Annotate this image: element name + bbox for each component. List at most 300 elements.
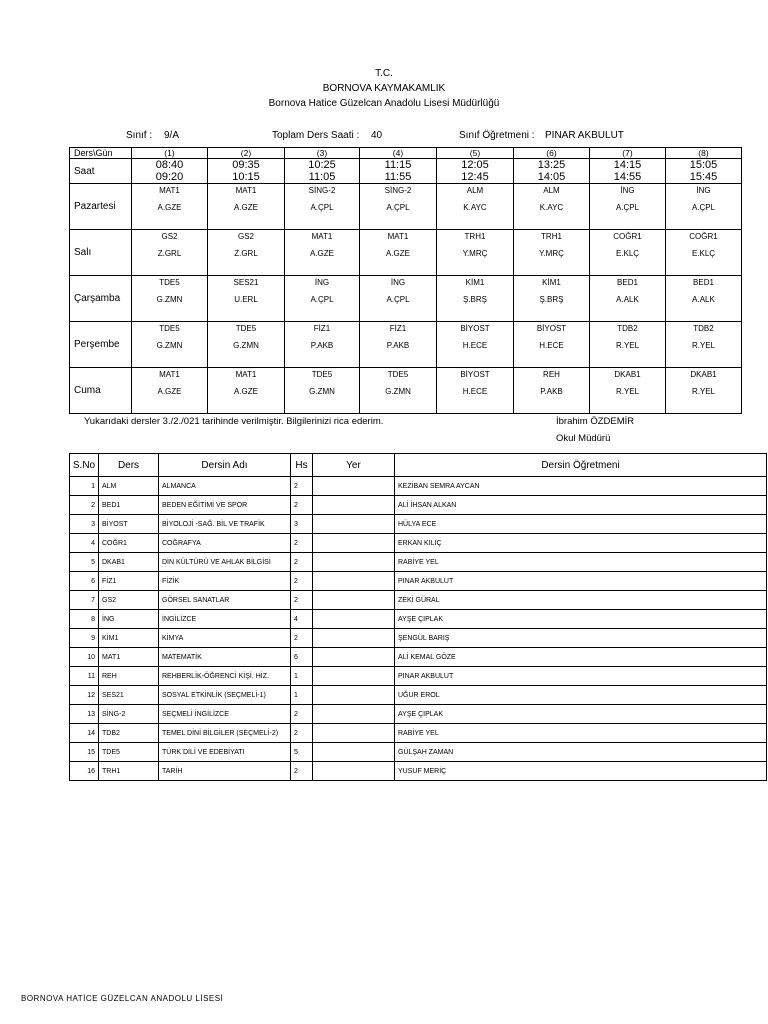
lesson-teacher: A.ÇPL bbox=[615, 203, 640, 212]
course-name: TARİH bbox=[159, 762, 291, 781]
course-hours: 1 bbox=[291, 667, 313, 686]
lesson-teacher: A.ALK bbox=[692, 295, 715, 304]
course-code: İNG bbox=[99, 610, 159, 629]
course-place bbox=[313, 591, 395, 610]
lesson-teacher: A.ÇPL bbox=[386, 295, 410, 304]
lesson-teacher: A.GZE bbox=[233, 387, 258, 396]
lesson-cell bbox=[285, 368, 360, 414]
course-no: 14 bbox=[70, 724, 99, 743]
course-place bbox=[313, 667, 395, 686]
period-start-time: 09:35 bbox=[232, 159, 260, 171]
course-hours: 2 bbox=[291, 762, 313, 781]
course-code: BED1 bbox=[99, 496, 159, 515]
course-place bbox=[313, 705, 395, 724]
course-place bbox=[313, 534, 395, 553]
period-end-time: 14:55 bbox=[613, 171, 642, 183]
course-teacher: YUSUF MERİÇ bbox=[395, 762, 767, 781]
course-place bbox=[313, 496, 395, 515]
period-time-cell bbox=[208, 159, 285, 184]
lesson-cell bbox=[208, 368, 285, 414]
lesson-teacher: E.KLÇ bbox=[615, 249, 640, 258]
day-name: Perşembe bbox=[70, 322, 132, 368]
course-hours: 1 bbox=[291, 686, 313, 705]
course-place bbox=[313, 686, 395, 705]
course-code: SİNG-2 bbox=[99, 705, 159, 724]
period-end-time: 11:55 bbox=[384, 171, 412, 183]
lesson-teacher: G.ZMN bbox=[309, 387, 335, 396]
period-time-cell bbox=[360, 159, 437, 184]
course-row bbox=[70, 648, 767, 667]
course-code: TRH1 bbox=[99, 762, 159, 781]
lesson-teacher: Y.MRÇ bbox=[462, 249, 488, 258]
lesson-cell bbox=[208, 322, 285, 368]
lesson-subject: İNG bbox=[620, 186, 635, 195]
lesson-subject: KİM1 bbox=[465, 278, 485, 287]
period-time-cell bbox=[285, 159, 360, 184]
lesson-cell bbox=[360, 276, 437, 322]
course-name: ALMANCA bbox=[159, 477, 291, 496]
lesson-subject: DKAB1 bbox=[690, 370, 717, 379]
period-number: (6) bbox=[514, 148, 590, 159]
time-row bbox=[70, 159, 742, 184]
total-hours-label: Toplam Ders Saati : bbox=[272, 130, 360, 141]
lesson-cell bbox=[208, 230, 285, 276]
course-code: SES21 bbox=[99, 686, 159, 705]
lesson-cell bbox=[360, 368, 437, 414]
day-name: Salı bbox=[70, 230, 132, 276]
course-name: TEMEL DİNİ BİLGİLER (SEÇMELİ-2) bbox=[159, 724, 291, 743]
lesson-subject: MAT1 bbox=[235, 186, 257, 195]
course-hours: 2 bbox=[291, 477, 313, 496]
lesson-teacher: G.ZMN bbox=[385, 387, 411, 396]
lesson-subject: MAT1 bbox=[235, 370, 257, 379]
course-row bbox=[70, 572, 767, 591]
lesson-subject: DKAB1 bbox=[614, 370, 641, 379]
course-name: İNGİLİZCE bbox=[159, 610, 291, 629]
lesson-teacher: H.ECE bbox=[462, 387, 488, 396]
course-hours: 6 bbox=[291, 648, 313, 667]
lesson-teacher: A.GZE bbox=[385, 249, 410, 258]
lesson-subject: MAT1 bbox=[311, 232, 333, 241]
period-end-time: 10:15 bbox=[232, 171, 260, 183]
course-name: COĞRAFYA bbox=[159, 534, 291, 553]
lesson-cell bbox=[132, 184, 208, 230]
col-header-hours: Hs bbox=[291, 454, 313, 477]
course-hours: 5 bbox=[291, 743, 313, 762]
period-time-cell bbox=[514, 159, 590, 184]
course-code: COĞR1 bbox=[99, 534, 159, 553]
lesson-cell bbox=[437, 276, 514, 322]
lesson-cell bbox=[437, 184, 514, 230]
lesson-cell bbox=[666, 184, 742, 230]
course-row bbox=[70, 591, 767, 610]
lesson-cell bbox=[437, 322, 514, 368]
lesson-cell bbox=[666, 322, 742, 368]
course-place bbox=[313, 515, 395, 534]
course-no: 8 bbox=[70, 610, 99, 629]
class-teacher-label: Sınıf Öğretmeni : bbox=[459, 130, 535, 141]
course-place bbox=[313, 724, 395, 743]
course-no: 1 bbox=[70, 477, 99, 496]
lesson-teacher: G.ZMN bbox=[233, 341, 259, 350]
footer-school-name: BORNOVA HATİCE GÜZELCAN ANADOLU LİSESİ bbox=[21, 994, 224, 1003]
lesson-cell bbox=[514, 230, 590, 276]
day-row bbox=[70, 184, 742, 230]
period-start-time: 12:05 bbox=[461, 159, 489, 171]
course-hours: 2 bbox=[291, 629, 313, 648]
day-row bbox=[70, 230, 742, 276]
course-no: 10 bbox=[70, 648, 99, 667]
course-code: GS2 bbox=[99, 591, 159, 610]
lesson-teacher: E.KLÇ bbox=[691, 249, 716, 258]
course-row bbox=[70, 705, 767, 724]
course-row bbox=[70, 477, 767, 496]
course-row bbox=[70, 667, 767, 686]
lesson-subject: FİZ1 bbox=[313, 324, 331, 333]
lesson-teacher: A.GZE bbox=[233, 203, 258, 212]
lesson-cell bbox=[360, 184, 437, 230]
lesson-teacher: A.ÇPL bbox=[386, 203, 410, 212]
course-name: GÖRSEL SANATLAR bbox=[159, 591, 291, 610]
lesson-cell bbox=[590, 322, 666, 368]
lesson-subject: TDE5 bbox=[159, 324, 180, 333]
day-row bbox=[70, 368, 742, 414]
period-number: (4) bbox=[360, 148, 437, 159]
period-end-time: 14:05 bbox=[537, 171, 566, 183]
course-no: 12 bbox=[70, 686, 99, 705]
period-start-time: 08:40 bbox=[155, 159, 184, 171]
period-start-time: 14:15 bbox=[613, 159, 642, 171]
course-row bbox=[70, 553, 767, 572]
col-header-code: Ders bbox=[99, 454, 159, 477]
period-number: (3) bbox=[285, 148, 360, 159]
lesson-teacher: U.ERL bbox=[234, 295, 258, 304]
lesson-subject: TDE5 bbox=[311, 370, 333, 379]
course-hours: 3 bbox=[291, 515, 313, 534]
corner-label: Ders\Gün bbox=[70, 148, 132, 159]
lesson-subject: SİNG-2 bbox=[384, 186, 412, 195]
course-name: SEÇMELİ İNGİLİZCE bbox=[159, 705, 291, 724]
lesson-cell bbox=[666, 276, 742, 322]
course-row bbox=[70, 534, 767, 553]
lesson-teacher: A.ALK bbox=[616, 295, 639, 304]
course-code: DKAB1 bbox=[99, 553, 159, 572]
lesson-subject: BİYOST bbox=[536, 324, 567, 333]
course-place bbox=[313, 572, 395, 591]
lesson-cell bbox=[666, 368, 742, 414]
lesson-cell bbox=[132, 230, 208, 276]
course-no: 4 bbox=[70, 534, 99, 553]
period-time-cell bbox=[590, 159, 666, 184]
lesson-subject: TDE5 bbox=[235, 324, 257, 333]
course-name: BİYOLOJİ -SAĞ. BİL VE TRAFİK bbox=[159, 515, 291, 534]
lesson-teacher: Ş.BRŞ bbox=[462, 295, 487, 304]
lesson-cell bbox=[514, 322, 590, 368]
lesson-subject: SES21 bbox=[233, 278, 259, 287]
lesson-subject: BED1 bbox=[693, 278, 714, 287]
course-place bbox=[313, 610, 395, 629]
course-code: KİM1 bbox=[99, 629, 159, 648]
lesson-teacher: A.GZE bbox=[309, 249, 334, 258]
col-header-place: Yer bbox=[313, 454, 395, 477]
lesson-teacher: P.AKB bbox=[386, 341, 410, 350]
period-end-time: 12:45 bbox=[461, 171, 489, 183]
period-number: (1) bbox=[132, 148, 208, 159]
lesson-subject: ALM bbox=[466, 186, 484, 195]
lesson-teacher: H.ECE bbox=[462, 341, 488, 350]
lesson-teacher: R.YEL bbox=[691, 341, 716, 350]
lesson-subject: MAT1 bbox=[159, 370, 180, 379]
period-number: (7) bbox=[590, 148, 666, 159]
course-teacher: HÜLYA ECE bbox=[395, 515, 767, 534]
lesson-subject: ALM bbox=[543, 186, 560, 195]
lesson-cell bbox=[437, 230, 514, 276]
lesson-subject: TDE5 bbox=[159, 278, 180, 287]
saat-label: Saat bbox=[70, 159, 132, 184]
lesson-teacher: Ş.BRŞ bbox=[539, 295, 564, 304]
lesson-cell bbox=[285, 276, 360, 322]
lesson-teacher: K.AYC bbox=[539, 203, 564, 212]
lesson-cell bbox=[132, 322, 208, 368]
course-row bbox=[70, 724, 767, 743]
signer-name: İbrahim ÖZDEMİR bbox=[556, 416, 635, 427]
course-hours: 2 bbox=[291, 534, 313, 553]
period-number: (8) bbox=[666, 148, 742, 159]
lesson-subject: TDB2 bbox=[693, 324, 714, 333]
total-hours-value: 40 bbox=[371, 130, 383, 141]
period-time-cell bbox=[132, 159, 208, 184]
lesson-teacher: P.AKB bbox=[540, 387, 563, 396]
period-start-time: 13:25 bbox=[537, 159, 566, 171]
course-name: REHBERLİK-ÖĞRENCİ KİŞİ. HİZ. bbox=[159, 667, 291, 686]
lesson-cell bbox=[208, 184, 285, 230]
lesson-subject: COĞR1 bbox=[613, 232, 642, 241]
course-place bbox=[313, 743, 395, 762]
lesson-cell bbox=[590, 368, 666, 414]
lesson-subject: İNG bbox=[314, 278, 330, 287]
course-table-header bbox=[70, 454, 767, 477]
lesson-cell bbox=[285, 230, 360, 276]
period-time-cell bbox=[666, 159, 742, 184]
course-teacher: KEZİBAN SEMRA AYCAN bbox=[395, 477, 767, 496]
course-teacher: PINAR AKBULUT bbox=[395, 667, 767, 686]
lesson-teacher: A.ÇPL bbox=[310, 295, 334, 304]
period-start-time: 10:25 bbox=[308, 159, 336, 171]
class-teacher-value: PINAR AKBULUT bbox=[545, 130, 624, 141]
lesson-teacher: Z.GRL bbox=[157, 249, 182, 258]
lesson-cell bbox=[590, 230, 666, 276]
header-tc: T.C. bbox=[375, 68, 393, 79]
course-no: 5 bbox=[70, 553, 99, 572]
course-code: MAT1 bbox=[99, 648, 159, 667]
lesson-subject: TRH1 bbox=[464, 232, 486, 241]
lesson-teacher: Y.MRÇ bbox=[539, 249, 564, 258]
period-number-row bbox=[70, 148, 742, 159]
course-row bbox=[70, 610, 767, 629]
lesson-teacher: A.ÇPL bbox=[691, 203, 716, 212]
period-number: (5) bbox=[437, 148, 514, 159]
lesson-subject: İNG bbox=[696, 186, 711, 195]
lesson-subject: BED1 bbox=[617, 278, 638, 287]
day-row bbox=[70, 322, 742, 368]
course-teacher: RABİYE YEL bbox=[395, 724, 767, 743]
course-teacher: AYŞE ÇIPLAK bbox=[395, 705, 767, 724]
course-hours: 2 bbox=[291, 591, 313, 610]
period-end-time: 09:20 bbox=[155, 171, 184, 183]
notice-text: Yukarıdaki dersler 3./2./021 tarihinde verilmiştir. Bilgilerinizi rica ederim. bbox=[84, 416, 384, 427]
course-name: KİMYA bbox=[159, 629, 291, 648]
lesson-teacher: G.ZMN bbox=[156, 341, 183, 350]
course-place bbox=[313, 762, 395, 781]
course-no: 6 bbox=[70, 572, 99, 591]
lesson-subject: TDB2 bbox=[617, 324, 638, 333]
course-no: 16 bbox=[70, 762, 99, 781]
lesson-cell bbox=[590, 184, 666, 230]
lesson-subject: BİYOST bbox=[460, 324, 490, 333]
course-hours: 2 bbox=[291, 724, 313, 743]
lesson-teacher: A.GZE bbox=[157, 203, 182, 212]
col-header-name: Dersin Adı bbox=[159, 454, 291, 477]
course-place bbox=[313, 648, 395, 667]
lesson-teacher: R.YEL bbox=[691, 387, 716, 396]
signer-title: Okul Müdürü bbox=[556, 433, 611, 444]
period-end-time: 11:05 bbox=[308, 171, 336, 183]
course-name: TÜRK DİLİ VE EDEBİYATI bbox=[159, 743, 291, 762]
class-value: 9/A bbox=[164, 130, 180, 141]
period-number: (2) bbox=[208, 148, 285, 159]
lesson-teacher: G.ZMN bbox=[156, 295, 183, 304]
course-no: 2 bbox=[70, 496, 99, 515]
lesson-cell bbox=[285, 322, 360, 368]
course-code: TDE5 bbox=[99, 743, 159, 762]
header-kaymakamlik: BORNOVA KAYMAKAMLIK bbox=[322, 83, 446, 94]
course-row bbox=[70, 629, 767, 648]
lesson-cell bbox=[360, 230, 437, 276]
course-hours: 2 bbox=[291, 572, 313, 591]
course-row bbox=[70, 762, 767, 781]
course-teacher: ALİ İHSAN ALKAN bbox=[395, 496, 767, 515]
lesson-subject: REH bbox=[543, 370, 560, 379]
course-code: BİYOST bbox=[99, 515, 159, 534]
course-teacher: UĞUR EROL bbox=[395, 686, 767, 705]
lesson-subject: COĞR1 bbox=[689, 232, 718, 241]
course-code: ALM bbox=[99, 477, 159, 496]
lesson-subject: GS2 bbox=[161, 232, 178, 241]
course-place bbox=[313, 477, 395, 496]
lesson-teacher: R.YEL bbox=[615, 341, 640, 350]
lesson-subject: İNG bbox=[390, 278, 406, 287]
course-no: 11 bbox=[70, 667, 99, 686]
course-no: 3 bbox=[70, 515, 99, 534]
period-end-time: 15:45 bbox=[689, 171, 718, 183]
course-teacher: ŞENGÜL BARIŞ bbox=[395, 629, 767, 648]
day-row bbox=[70, 276, 742, 322]
course-place bbox=[313, 553, 395, 572]
weekly-timetable bbox=[69, 147, 742, 414]
lesson-subject: GS2 bbox=[237, 232, 254, 241]
lesson-cell bbox=[514, 368, 590, 414]
lesson-cell bbox=[132, 368, 208, 414]
day-name: Pazartesi bbox=[70, 184, 132, 230]
lesson-subject: MAT1 bbox=[159, 186, 180, 195]
lesson-subject: TRH1 bbox=[541, 232, 562, 241]
lesson-cell bbox=[360, 322, 437, 368]
course-place bbox=[313, 629, 395, 648]
course-row bbox=[70, 515, 767, 534]
course-teacher: ZEKİ GÜRAL bbox=[395, 591, 767, 610]
lesson-teacher: Z.GRL bbox=[234, 249, 258, 258]
period-start-time: 11:15 bbox=[384, 159, 412, 171]
course-code: FİZ1 bbox=[99, 572, 159, 591]
day-name: Çarşamba bbox=[70, 276, 132, 322]
course-code: TDB2 bbox=[99, 724, 159, 743]
lesson-teacher: H.ECE bbox=[539, 341, 564, 350]
day-name: Cuma bbox=[70, 368, 132, 414]
course-hours: 4 bbox=[291, 610, 313, 629]
header-school: Bornova Hatice Güzelcan Anadolu Lisesi Müdürlüğü bbox=[268, 98, 500, 109]
course-no: 9 bbox=[70, 629, 99, 648]
lesson-teacher: P.AKB bbox=[310, 341, 334, 350]
lesson-teacher: R.YEL bbox=[615, 387, 640, 396]
course-name: SOSYAL ETKİNLİK (SEÇMELİ-1) bbox=[159, 686, 291, 705]
course-list-table bbox=[69, 453, 767, 781]
course-teacher: PINAR AKBULUT bbox=[395, 572, 767, 591]
col-header-teacher: Dersin Öğretmeni bbox=[395, 454, 767, 477]
course-hours: 2 bbox=[291, 553, 313, 572]
lesson-cell bbox=[666, 230, 742, 276]
lesson-subject: BİYOST bbox=[460, 370, 490, 379]
course-name: DİN KÜLTÜRÜ VE AHLAK BİLGİSİ bbox=[159, 553, 291, 572]
lesson-cell bbox=[208, 276, 285, 322]
course-name: BEDEN EĞİTİMİ VE SPOR bbox=[159, 496, 291, 515]
course-hours: 2 bbox=[291, 705, 313, 724]
course-no: 15 bbox=[70, 743, 99, 762]
course-row bbox=[70, 686, 767, 705]
course-no: 7 bbox=[70, 591, 99, 610]
period-start-time: 15:05 bbox=[689, 159, 718, 171]
lesson-teacher: A.GZE bbox=[157, 387, 182, 396]
period-time-cell bbox=[437, 159, 514, 184]
lesson-teacher: A.ÇPL bbox=[310, 203, 334, 212]
lesson-cell bbox=[590, 276, 666, 322]
lesson-subject: TDE5 bbox=[387, 370, 409, 379]
lesson-cell bbox=[437, 368, 514, 414]
course-teacher: RABİYE YEL bbox=[395, 553, 767, 572]
course-no: 13 bbox=[70, 705, 99, 724]
lesson-cell bbox=[514, 276, 590, 322]
course-row bbox=[70, 743, 767, 762]
class-label: Sınıf : bbox=[126, 130, 153, 141]
lesson-subject: KİM1 bbox=[542, 278, 561, 287]
course-name: FİZİK bbox=[159, 572, 291, 591]
lesson-subject: SİNG-2 bbox=[308, 186, 336, 195]
course-name: MATEMATİK bbox=[159, 648, 291, 667]
lesson-cell bbox=[285, 184, 360, 230]
course-teacher: ALİ KEMAL GÖZE bbox=[395, 648, 767, 667]
course-teacher: ERKAN KILIÇ bbox=[395, 534, 767, 553]
course-row bbox=[70, 496, 767, 515]
course-code: REH bbox=[99, 667, 159, 686]
course-teacher: GÜLŞAH ZAMAN bbox=[395, 743, 767, 762]
lesson-subject: FİZ1 bbox=[389, 324, 407, 333]
lesson-subject: MAT1 bbox=[387, 232, 409, 241]
course-hours: 2 bbox=[291, 496, 313, 515]
course-teacher: AYŞE ÇIPLAK bbox=[395, 610, 767, 629]
lesson-teacher: K.AYC bbox=[463, 203, 487, 212]
lesson-cell bbox=[132, 276, 208, 322]
lesson-cell bbox=[514, 184, 590, 230]
col-header-no: S.No bbox=[70, 454, 99, 477]
